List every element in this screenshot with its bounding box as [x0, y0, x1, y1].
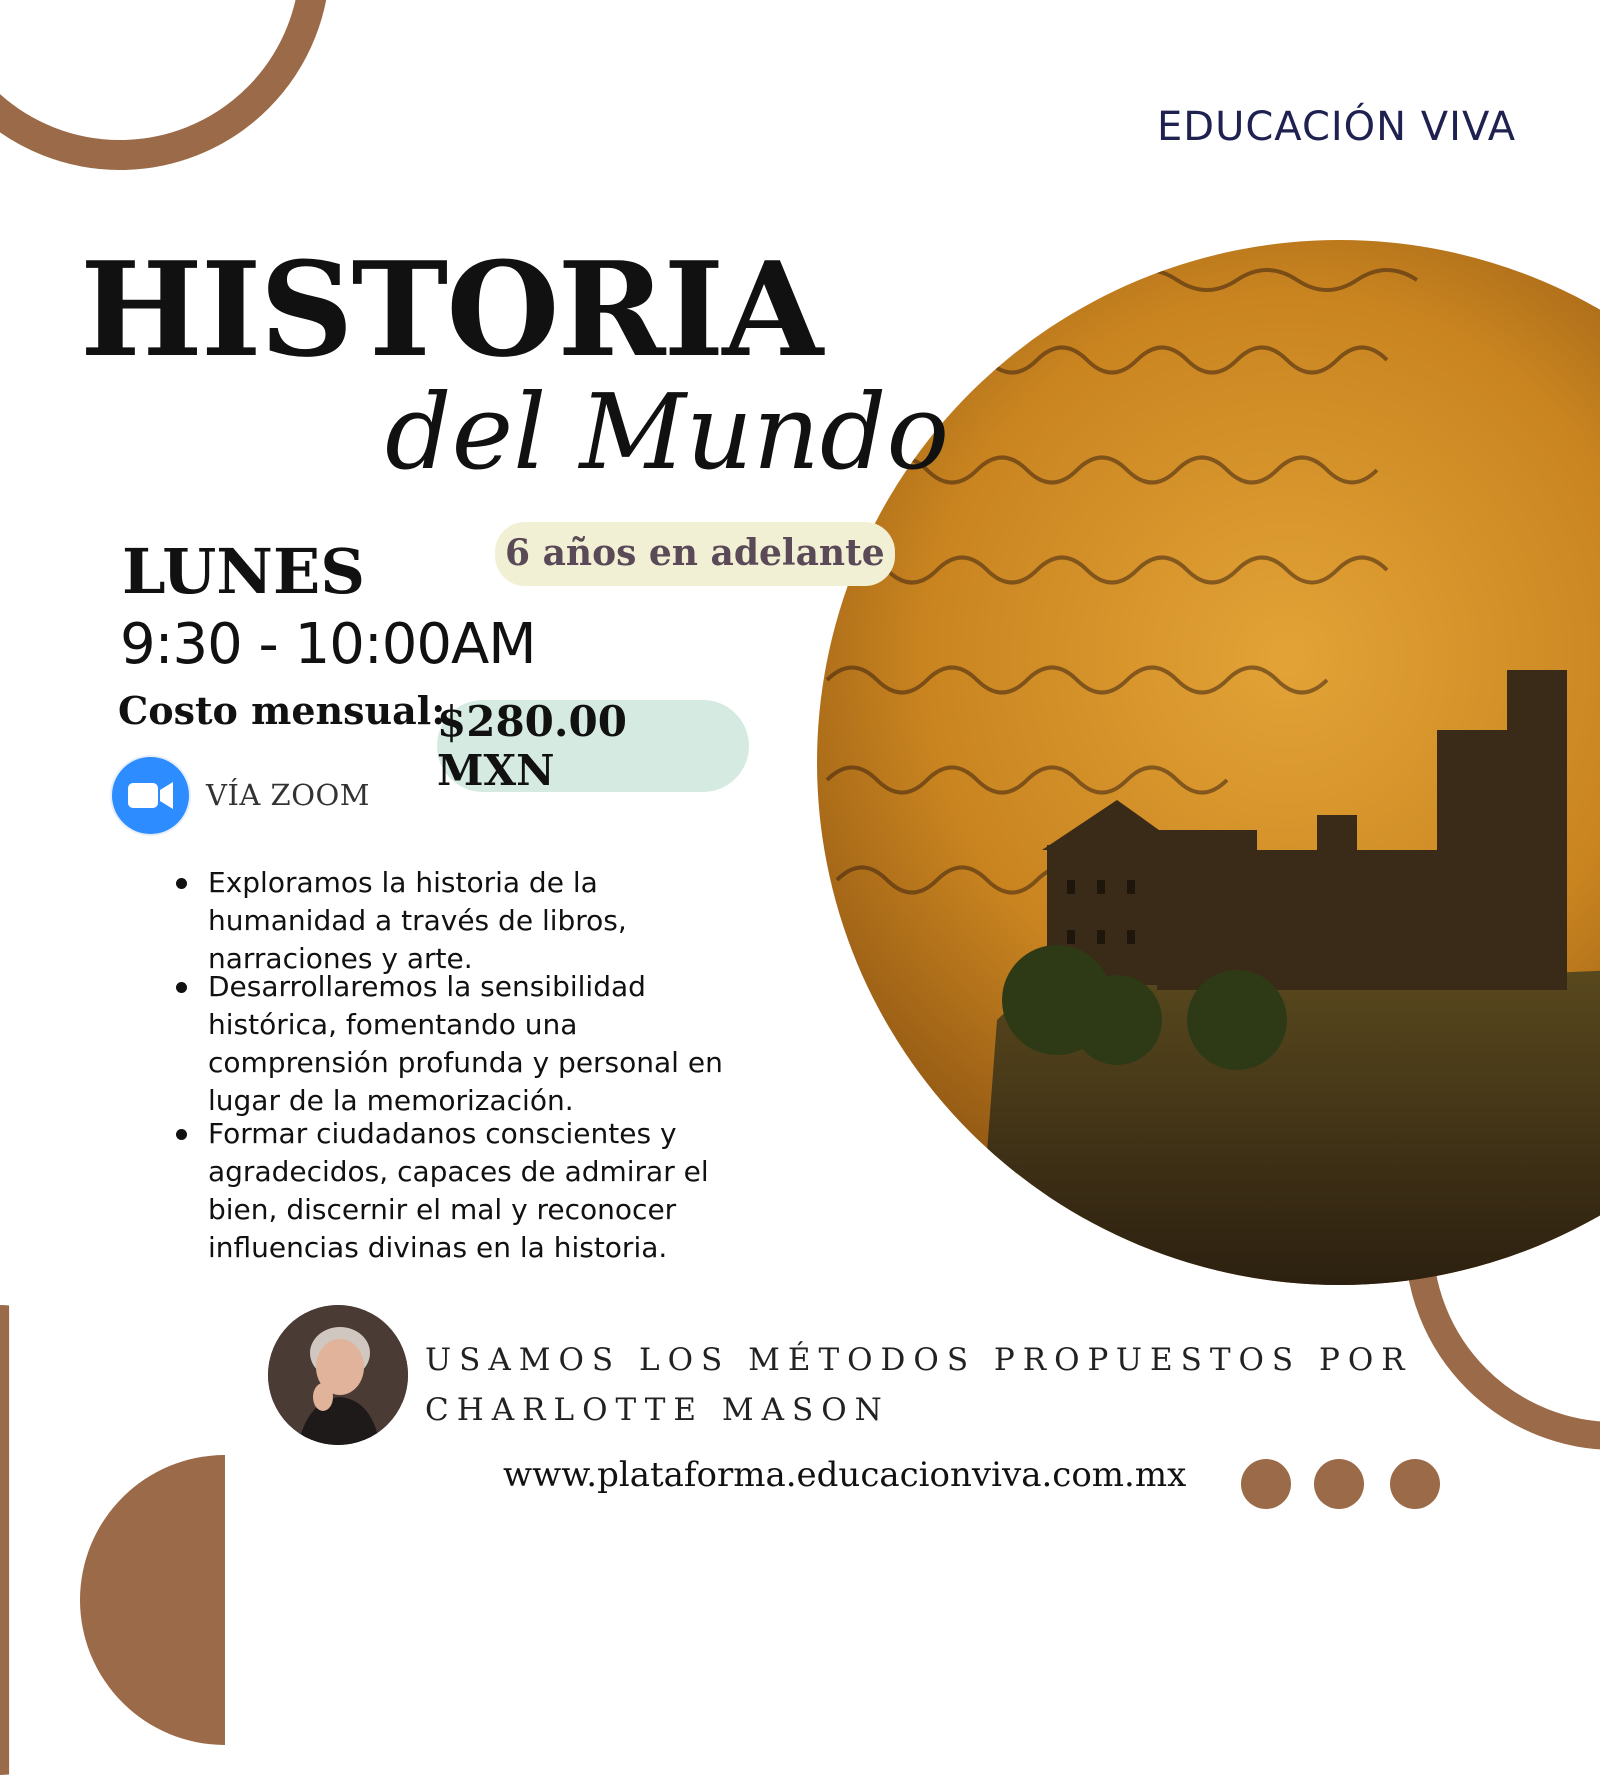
- list-item-text: Formar ciudadanos conscientes y agradecidos, capaces de admirar el bien, discernir el mal y reconocer influencias divinas en la historia.: [208, 1117, 709, 1264]
- cost-label: Costo mensual:: [118, 688, 446, 733]
- list-item: [172, 1115, 762, 1267]
- decorative-shape-bottom-left-2: [80, 1455, 370, 1745]
- page-title: HISTORIA: [80, 233, 822, 386]
- list-item: [172, 864, 762, 978]
- decorative-ring-top-left: [0, 0, 330, 170]
- website-link[interactable]: www.plataforma.educacionviva.com.mx: [503, 1455, 1187, 1495]
- method-line-2: CHARLOTTE MASON: [425, 1392, 890, 1428]
- charlotte-mason-portrait: [268, 1305, 408, 1445]
- method-line-1: USAMOS LOS MÉTODOS PROPUESTOS POR: [425, 1342, 1413, 1378]
- age-badge: 6 años en adelante: [495, 522, 895, 586]
- decorative-dot: [1314, 1459, 1364, 1509]
- bullet-icon: [176, 878, 187, 889]
- zoom-camera-icon: [112, 757, 189, 834]
- brand-name: EDUCACIÓN VIVA: [1157, 104, 1517, 150]
- platform-label: VÍA ZOOM: [206, 778, 370, 812]
- class-time: 9:30 - 10:00AM: [120, 612, 536, 677]
- list-item-text: Exploramos la historia de la humanidad a través de libros, narraciones y arte.: [208, 866, 627, 975]
- class-day: LUNES: [122, 535, 365, 608]
- page-subtitle: del Mundo: [385, 371, 950, 493]
- decorative-dot: [1390, 1459, 1440, 1509]
- bullet-icon: [176, 982, 187, 993]
- price-badge: $280.00 MXN: [437, 700, 749, 792]
- list-item-text: Desarrollaremos la sensibilidad histórica, fomentando una comprensión profunda y personal en lugar de la memorización.: [208, 970, 723, 1117]
- method-statement: [425, 1335, 1413, 1435]
- list-item: [172, 968, 762, 1120]
- bullet-icon: [176, 1129, 187, 1140]
- decorative-dot: [1241, 1459, 1291, 1509]
